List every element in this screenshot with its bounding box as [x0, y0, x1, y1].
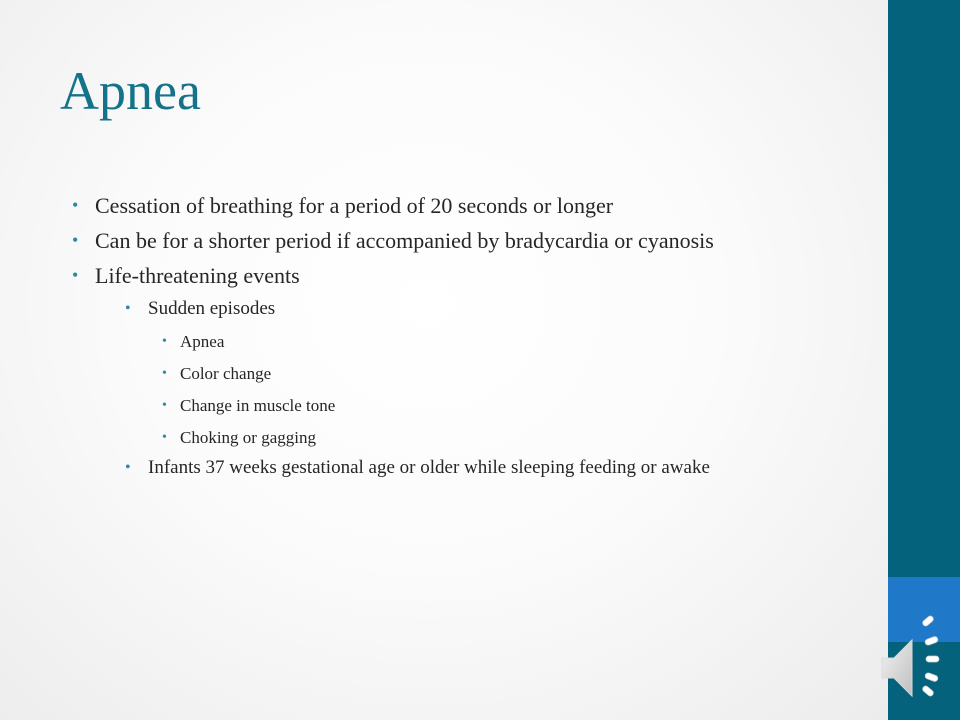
sub-bullet-text: Sudden episodes — [148, 298, 276, 319]
sub-sub-bullet-item: • Apnea — [162, 332, 862, 352]
sub-sub-bullet-item: • Change in muscle tone — [162, 396, 862, 416]
sub-sub-bullet-item: • Color change — [162, 364, 862, 384]
bullet-item: • Can be for a shorter period if accompanied by bradycardia or cyanosis — [72, 227, 862, 254]
speaker-icon[interactable] — [880, 610, 946, 698]
sub-bullet-item — [125, 297, 862, 448]
bullet-item: • Cessation of breathing for a period of 20 seconds or longer — [72, 192, 862, 219]
sub-sub-bullet-list — [162, 332, 862, 448]
sub-sub-bullet-item: • Choking or gagging — [162, 428, 862, 448]
bullet-item — [72, 262, 862, 479]
bullet-text: Life-threatening events — [95, 263, 300, 288]
bullet-list — [72, 192, 862, 487]
sub-bullet-item: • Infants 37 weeks gestational age or older while sleeping feeding or awake — [125, 456, 862, 479]
slide-title: Apnea — [60, 61, 201, 121]
sub-bullet-list — [125, 297, 862, 479]
